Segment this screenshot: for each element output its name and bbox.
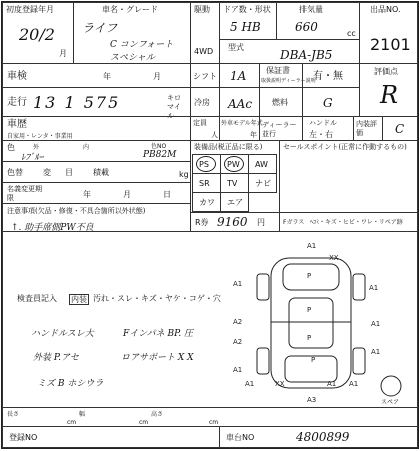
equipment-item-label: SR — [199, 179, 210, 188]
damage-mark: A1 — [233, 280, 243, 288]
r-tax-unit: 円 — [257, 218, 265, 227]
equipment-circle-mark — [224, 156, 244, 172]
equipment-item-label: TV — [227, 179, 238, 188]
equipment-item-label: AW — [255, 160, 268, 169]
color-no-value: PB82M — [143, 150, 177, 160]
ac-label: 冷房 — [194, 98, 210, 107]
fuel-label: 燃料 — [272, 98, 288, 107]
color-interior-label: 内 — [83, 144, 90, 151]
lot-value: 2101 — [370, 35, 411, 54]
height-label: 高さ — [151, 411, 164, 418]
interior-score-value-cell — [382, 116, 418, 141]
shaken-label: 車検 — [7, 71, 27, 82]
reg-no-cell — [2, 426, 220, 448]
length-label: 長さ — [7, 411, 20, 418]
shift-value-cell — [219, 63, 260, 88]
shift-label: シフト — [193, 72, 217, 81]
equipment-circle-mark — [196, 156, 216, 172]
car-name-cell — [73, 2, 191, 64]
outside-model-cell — [219, 116, 263, 141]
score-value: R — [380, 81, 399, 109]
damage-mark: A2 — [233, 318, 243, 326]
first-reg-month-unit: 月 — [59, 49, 67, 58]
history-label: 車歴 — [7, 119, 27, 130]
width-unit: cm — [139, 419, 149, 426]
damage-mark: P — [311, 356, 316, 364]
tire-rear-left — [257, 348, 269, 374]
shaken-cell — [2, 63, 191, 88]
equipment-label: 装備品(税正品に限る) — [194, 143, 263, 151]
displacement-label: 排気量 — [299, 5, 323, 14]
inspector-line1a: ハンドルスレ大 — [31, 329, 94, 339]
color-cell — [2, 140, 191, 162]
capacity-label: 定員 — [193, 119, 207, 127]
door-value: 5 HB — [230, 20, 261, 34]
handle-cell — [302, 116, 354, 141]
warranty-value-cell — [302, 63, 360, 88]
interior-score-value: C — [395, 122, 405, 136]
r-tax-cell — [190, 212, 280, 232]
color-original-mark: 目 — [65, 168, 73, 177]
equipment-item — [220, 192, 249, 212]
chassis-cell — [219, 426, 418, 448]
fuel-value-cell — [302, 87, 360, 117]
color-no-label: 色NO — [151, 143, 167, 150]
displacement-cell — [276, 2, 360, 40]
name-change-month: 月 — [123, 190, 131, 199]
equipment-item-label: PW — [227, 160, 240, 169]
fuel-value: G — [323, 96, 333, 110]
color-change-mark: 変 — [43, 168, 51, 177]
width-label: 幅 — [79, 411, 86, 418]
damage-mark: A2 — [233, 338, 243, 346]
chassis-label: 車台NO — [226, 433, 255, 442]
mileage-value: 13 1 575 — [33, 93, 121, 112]
door-shape-cell — [219, 2, 277, 40]
damage-mark: A1 — [369, 284, 379, 292]
color-value: ﾚﾌﾞﾙｰ — [21, 153, 44, 163]
drive-cell — [190, 2, 220, 64]
spare-tire — [381, 376, 401, 396]
damage-mark: A1 — [371, 348, 381, 356]
chassis-value: 4800899 — [296, 430, 350, 444]
notes-label: 注意事項(欠品・修復・不具合箇所以外状態) — [7, 207, 146, 215]
model-value: DBA-JB5 — [280, 48, 333, 62]
equipment-grid — [192, 154, 278, 212]
tire-front-right — [353, 274, 365, 300]
equipment-item-label: ナビ — [255, 179, 271, 188]
notes-cell — [2, 203, 191, 232]
model-label: 型式 — [228, 43, 244, 52]
warranty-label: 保証書 — [266, 66, 290, 75]
name-change-day: 日 — [163, 190, 171, 199]
inspector-interior-marks: 汚れ・スレ・キズ・ヤケ・コゲ・穴 — [93, 294, 221, 303]
reg-no-label: 登録NO — [9, 433, 38, 442]
inspector-label: 検査員記入 — [17, 294, 57, 303]
damage-mark: P — [307, 306, 312, 314]
length-unit: cm — [67, 419, 77, 426]
car-name-value: ライフ — [82, 21, 118, 35]
f-glass-label: Fガラス — [283, 219, 305, 226]
interior-score-label: 内装評価 — [356, 120, 377, 137]
outside-unit: 年 — [250, 131, 257, 139]
inspector-line1b: Fインパネ BP. 圧 — [123, 329, 194, 339]
color-change-label: 色替 — [7, 168, 23, 177]
handle-value: 左・右 — [309, 130, 333, 139]
selling-points-label: セールスポイント(正常に作動するもの) — [283, 143, 407, 151]
damage-mark: XX — [329, 254, 339, 262]
ac-label-cell — [190, 87, 220, 117]
door-shape-label: ドア数・形状 — [223, 5, 271, 14]
score-cell — [359, 63, 418, 117]
ac-value: AAc — [228, 97, 253, 111]
name-change-cell — [2, 182, 191, 204]
damage-mark: A1 — [371, 320, 381, 328]
equipment-item — [192, 192, 221, 212]
equipment-item — [248, 154, 277, 174]
r-tax-label: R券 — [195, 218, 209, 227]
auction-sheet — [1, 1, 419, 449]
ac-value-cell — [219, 87, 260, 117]
drive-value: 4WD — [194, 47, 214, 56]
equipment-item-label: PS — [199, 160, 209, 169]
shift-label-cell — [190, 63, 220, 88]
inspector-interior-label: 内装 — [71, 295, 87, 304]
equipment-item — [192, 173, 221, 193]
dealer-cell — [259, 116, 303, 141]
color-change-cell — [2, 161, 191, 183]
lot-label: 出品NO. — [370, 5, 401, 14]
lot-cell — [359, 2, 418, 64]
warranty-label-cell — [259, 63, 316, 88]
cc-unit: cc — [347, 29, 356, 38]
damage-mark: A1 — [349, 380, 359, 388]
mileage-unit: キロ マイル — [167, 94, 181, 120]
dealer-label: ディーラー並行 — [262, 121, 297, 138]
car-name-label: 車名・グレード — [102, 5, 158, 14]
shaken-month-unit: 月 — [153, 72, 161, 81]
spare-label: スペア — [381, 399, 400, 406]
inspector-line3: ミズ B ホシウラ — [37, 379, 104, 389]
damage-mark: A3 — [307, 396, 317, 404]
warranty-sub: 取扱説明ディーラー説明 — [261, 78, 316, 84]
shaken-year-unit: 年 — [103, 72, 111, 81]
notes-text: ↑. 助手席側PW不良 — [11, 223, 94, 233]
fuel-label-cell — [259, 87, 303, 117]
mileage-label: 走行 — [7, 97, 27, 108]
dimensions-cell — [2, 407, 418, 427]
damage-mark: A1 — [307, 242, 317, 250]
first-reg-cell — [2, 2, 74, 64]
history-sub: 自家用・レンタ・事業用 — [7, 133, 73, 140]
color-label: 色 — [7, 143, 15, 152]
warranty-value: 有・無 — [313, 71, 343, 82]
damage-mark: A1 — [233, 366, 243, 374]
first-reg-label: 初度登録年月 — [6, 5, 54, 14]
name-change-label: 名義変更期限 — [7, 185, 42, 202]
equipment-item-label: エア — [227, 198, 243, 207]
color-exterior-label: 外 — [33, 144, 40, 151]
drive-label: 駆動 — [194, 5, 210, 14]
car-diagram — [231, 236, 411, 406]
model-cell — [219, 39, 360, 64]
equipment-item — [192, 154, 221, 174]
damage-mark: A1 — [327, 380, 337, 388]
capacity-unit: 人 — [211, 131, 218, 139]
damage-mark: P — [307, 334, 312, 342]
load-label: 積載 — [93, 168, 109, 177]
equipment-item — [248, 173, 277, 193]
history-cell — [2, 116, 191, 141]
f-glass-cell — [279, 212, 418, 232]
height-unit: cm — [209, 419, 219, 426]
grade-value: C コンフォート スペシャル — [110, 40, 174, 63]
score-label: 評価点 — [374, 67, 398, 76]
first-reg-value: 20/2 — [19, 25, 55, 44]
damage-mark: A1 — [245, 380, 255, 388]
shift-value: 1A — [230, 69, 247, 83]
name-change-year: 年 — [83, 190, 91, 199]
capacity-cell — [190, 116, 220, 141]
equipment-item — [220, 154, 249, 174]
inspector-line2a: 外装 P.アセ — [33, 353, 79, 363]
handle-label: ハンドル — [309, 119, 337, 127]
tire-front-left — [257, 274, 269, 300]
weight-unit: kg — [179, 170, 189, 179]
damage-mark: XX — [275, 380, 285, 388]
inspector-line2b: ロアサポート X X — [121, 353, 194, 363]
equipment-item — [220, 173, 249, 193]
equipment-item-label: カワ — [199, 198, 215, 207]
outside-label: 外車モデル年式 — [221, 120, 263, 127]
mileage-cell — [2, 87, 191, 120]
damage-mark: P — [307, 272, 312, 280]
interior-score-label-cell — [353, 116, 383, 141]
r-tax-value: 9160 — [217, 215, 248, 229]
glass-defects-label: ﾍｺﾐ・キズ・ヒビ・ワレ・リペア跡 — [310, 219, 403, 226]
displacement-value: 660 — [295, 20, 318, 34]
inspector-area — [2, 231, 418, 408]
tire-rear-right — [353, 348, 365, 374]
